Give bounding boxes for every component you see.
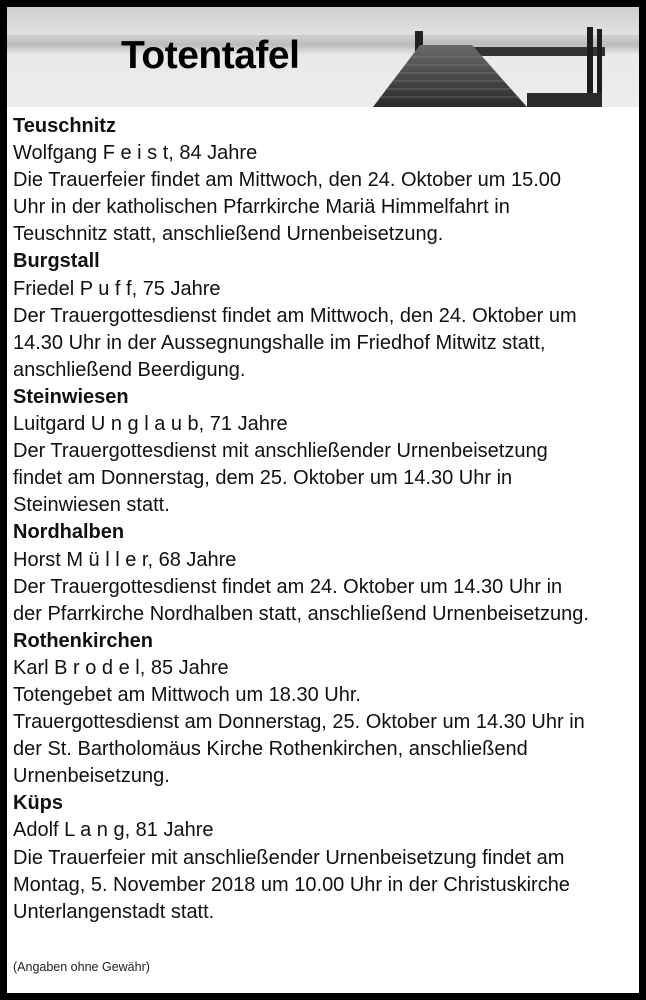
entry-text-line: Teuschnitz statt, anschließend Urnenbeisetzung. [13, 223, 444, 246]
entry-place: Nordhalben [13, 521, 125, 544]
obituary-entry [13, 628, 635, 791]
entry-text-line: Die Trauerfeier findet am Mittwoch, den 24. Oktober um 15.00 [13, 169, 562, 192]
entry-text-line: Der Trauergottesdienst findet am Mittwoch, den 24. Oktober um [13, 304, 577, 327]
entry-text-line: 14.30 Uhr in der Aussegnungshalle im Friedhof Mitwitz statt, [13, 331, 546, 354]
entry-text-line: Totengebet am Mittwoch um 18.30 Uhr. [13, 683, 361, 706]
entry-text-line: Steinwiesen statt. [13, 494, 170, 517]
entry-text-line: Uhr in der katholischen Pfarrkirche Mariä Himmelfahrt in [13, 196, 510, 219]
obituary-entry [13, 384, 635, 519]
entry-place: Küps [13, 792, 63, 815]
obituary-entry [13, 248, 635, 383]
entry-text-line: Urnenbeisetzung. [13, 765, 170, 788]
page-title: Totentafel [121, 34, 300, 77]
entry-name: Adolf L a n g, 81 Jahre [13, 819, 214, 842]
disclaimer: (Angaben ohne Gewähr) [13, 960, 150, 974]
jetty-image [7, 7, 639, 107]
entry-text-line: findet am Donnerstag, dem 25. Oktober um 14.30 Uhr in [13, 467, 513, 490]
entry-name: Wolfgang F e i s t, 84 Jahre [13, 142, 258, 165]
obituary-entry [13, 519, 635, 627]
entry-text-line: anschließend Beerdigung. [13, 358, 246, 381]
entry-text-line: Der Trauergottesdienst mit anschließender Urnenbeisetzung [13, 440, 548, 463]
entry-text-line: Montag, 5. November 2018 um 10.00 Uhr in der Christuskirche [13, 873, 570, 896]
obituary-notice [7, 7, 639, 993]
entry-name: Horst M ü l l e r, 68 Jahre [13, 548, 237, 571]
entry-text-line: Die Trauerfeier mit anschließender Urnenbeisetzung findet am [13, 846, 565, 869]
entry-text-line: der St. Bartholomäus Kirche Rothenkirchen, anschließend [13, 738, 528, 761]
entry-place: Rothenkirchen [13, 629, 154, 652]
entry-text-line: Trauergottesdienst am Donnerstag, 25. Oktober um 14.30 Uhr in [13, 711, 585, 734]
obituary-entry [13, 790, 635, 925]
entry-name: Luitgard U n g l a u b, 71 Jahre [13, 413, 288, 436]
entry-text-line: Der Trauergottesdienst findet am 24. Oktober um 14.30 Uhr in [13, 575, 563, 598]
obituary-entry [13, 113, 635, 248]
entry-place: Steinwiesen [13, 385, 129, 408]
entry-name: Friedel P u f f, 75 Jahre [13, 277, 221, 300]
entry-text-line: der Pfarrkirche Nordhalben statt, anschließend Urnenbeisetzung. [13, 602, 589, 625]
entry-place: Burgstall [13, 250, 100, 273]
header-banner [7, 7, 639, 107]
entry-name: Karl B r o d e l, 85 Jahre [13, 656, 229, 679]
entry-text-line: Unterlangenstadt statt. [13, 900, 215, 923]
obituary-list [13, 113, 635, 926]
entry-place: Teuschnitz [13, 115, 116, 137]
